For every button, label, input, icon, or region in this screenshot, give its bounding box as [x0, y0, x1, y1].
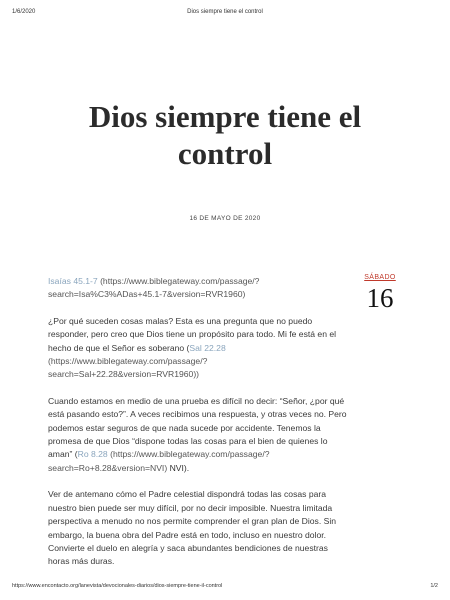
bible-reference-link[interactable]: Ro 8.28 [77, 449, 108, 460]
bible-reference-link[interactable]: Isaías 45.1-7 [48, 276, 98, 286]
print-footer [12, 583, 438, 593]
paragraph-text: ¿Por qué suceden cosas malas? Esta es una pregunta que no puedo responder, pero creo que Dios tiene un propósito para todo. Mi fe está en el hecho de que el Señor es soberano ( [48, 315, 337, 353]
day-badge [360, 274, 400, 313]
print-header [12, 9, 438, 19]
publish-date: 16 DE MAYO DE 2020 [189, 215, 261, 222]
paragraph-1 [48, 315, 348, 382]
reference-url: (https://www.biblegateway.com/passage/?search=Sal+22.28&version=RVR1960)) [48, 356, 208, 380]
print-page-title: Dios siempre tiene el control [187, 9, 263, 15]
reference-url: (https://www.biblegateway.com/passage/?search=Isa%C3%ADas+45.1-7&version=RVR1960) [48, 276, 260, 300]
bible-reference-link[interactable]: Sal 22.28 [189, 342, 226, 353]
day-name[interactable]: SÁBADO [364, 274, 396, 281]
paragraph-2 [48, 395, 348, 475]
reference-url: (https://www.biblegateway.com/passage/?search=Ro+8.28&version=NVI) [48, 449, 270, 473]
paragraph-3 [48, 488, 348, 568]
paragraph-text: Ver de antemano cómo el Padre celestial dispondrá todas las cosas para nuestro bien puede ser muy difícil, por no decir imposible. Nuestra limitada perspectiva a menudo no nos permite comprender el gran plan de Dios. Sin embargo, la buena obra del Padre está en todo, incluso en nuestro dolor. Convierte el duelo en alegría y saca abundantes bendiciones de nuestras horas más duras. [48, 489, 337, 567]
version-suffix: NVI). [167, 462, 190, 473]
page-number: 1/2 [430, 583, 438, 589]
paragraph-reading [48, 275, 348, 302]
footer-url: https://www.encontacto.org/lanevista/devocionales-diarios/dios-siempre-tiene-il-control [12, 583, 223, 589]
article-body [48, 275, 348, 569]
print-date: 1/6/2020 [12, 9, 36, 15]
paragraph-text: Cuando estamos en medio de una prueba es difícil no decir: “Señor, ¿por qué está pasando esto?”. A veces recibimos una respuesta, y otras veces no. Pero podemos estar seguros de que nada sucede por accidente. Tenemos la promesa de que Dios “dispone todas las cosas para el bien de quienes lo aman” ( [48, 395, 347, 460]
day-number: 16 [366, 283, 394, 313]
article-title: Dios siempre tiene el control [88, 99, 362, 171]
